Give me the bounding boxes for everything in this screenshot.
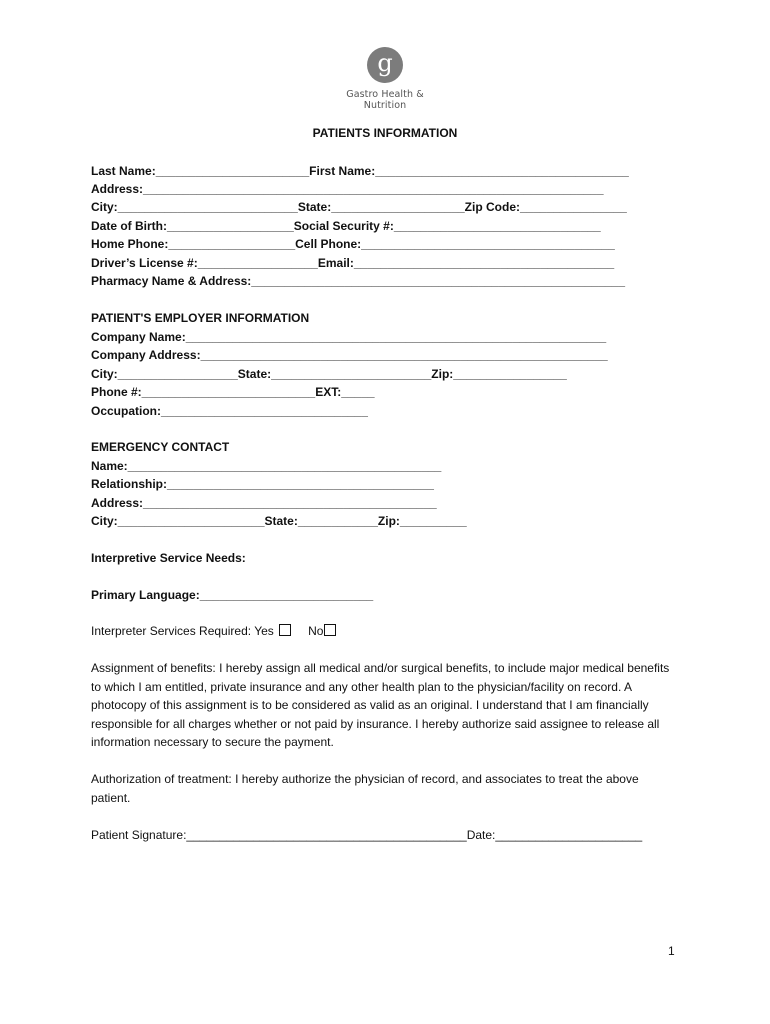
city-state-zip-field[interactable]: City:___________________________State:____________________Zip Code:________________ xyxy=(91,200,627,214)
logo-mark-icon xyxy=(366,46,404,84)
interpreter-required-label: Interpreter Services Required: Yes xyxy=(91,624,274,638)
gastro-health-logo xyxy=(330,46,440,111)
emergency-name-field[interactable]: Name:_______________________________________________ xyxy=(91,459,442,473)
logo-letter: g xyxy=(377,49,393,77)
no-checkbox[interactable] xyxy=(324,624,336,636)
address-field[interactable]: Address:_____________________________________________________________________ xyxy=(91,182,604,196)
home-cell-phone-field[interactable]: Home Phone:___________________Cell Phone:______________________________________ xyxy=(91,237,615,251)
logo-text: Gastro Health & Nutrition xyxy=(346,89,424,111)
employer-city-state-zip-field[interactable]: City:__________________State:________________________Zip:_________________ xyxy=(91,367,567,381)
pharmacy-field[interactable]: Pharmacy Name & Address:________________________________________________________ xyxy=(91,274,626,288)
emergency-heading: EMERGENCY CONTACT xyxy=(91,440,230,454)
no-label: No xyxy=(308,624,324,638)
interpretive-heading: Interpretive Service Needs: xyxy=(91,551,246,565)
last-first-name-field[interactable]: Last Name:_______________________First Name:______________________________________ xyxy=(91,164,629,178)
emergency-relationship-field[interactable]: Relationship:________________________________________ xyxy=(91,477,434,491)
dob-ssn-field[interactable]: Date of Birth:___________________Social Security #:_______________________________ xyxy=(91,219,601,233)
page-number: 1 xyxy=(668,944,675,958)
occupation-field[interactable]: Occupation:_______________________________ xyxy=(91,404,368,418)
company-name-field[interactable]: Company Name:_______________________________________________________________ xyxy=(91,330,607,344)
page-title: PATIENTS INFORMATION xyxy=(312,126,458,140)
employer-phone-ext-field[interactable]: Phone #:__________________________EXT:_____ xyxy=(91,385,375,399)
employer-heading: PATIENT'S EMPLOYER INFORMATION xyxy=(91,311,310,325)
authorization-of-treatment: Authorization of treatment: I hereby authorize the physician of record, and associates to treat the above patient. xyxy=(91,772,639,805)
interpreter-required-row xyxy=(91,622,338,640)
patient-signature-field[interactable]: Patient Signature:__________________________________________Date:______________________ xyxy=(91,828,643,842)
primary-language-field[interactable]: Primary Language:__________________________ xyxy=(91,588,374,602)
assignment-of-benefits: Assignment of benefits: I hereby assign all medical and/or surgical benefits, to include major medical benefits to which I am entitled, private insurance and any other health plan to the physician/facility on record. A photocopy of this assignment is to be considered as valid as an original. I understand that I am financially responsible for all charges whether or not paid by insurance. I hereby authorize said assignee to release all information necessary to secure the payment. xyxy=(91,661,670,749)
yes-checkbox[interactable] xyxy=(279,624,291,636)
emergency-city-state-zip-field[interactable]: City:______________________State:____________Zip:__________ xyxy=(91,514,467,528)
license-email-field[interactable]: Driver’s License #:__________________Email:_______________________________________ xyxy=(91,256,615,270)
emergency-address-field[interactable]: Address:____________________________________________ xyxy=(91,496,437,510)
company-address-field[interactable]: Company Address:_____________________________________________________________ xyxy=(91,348,608,362)
